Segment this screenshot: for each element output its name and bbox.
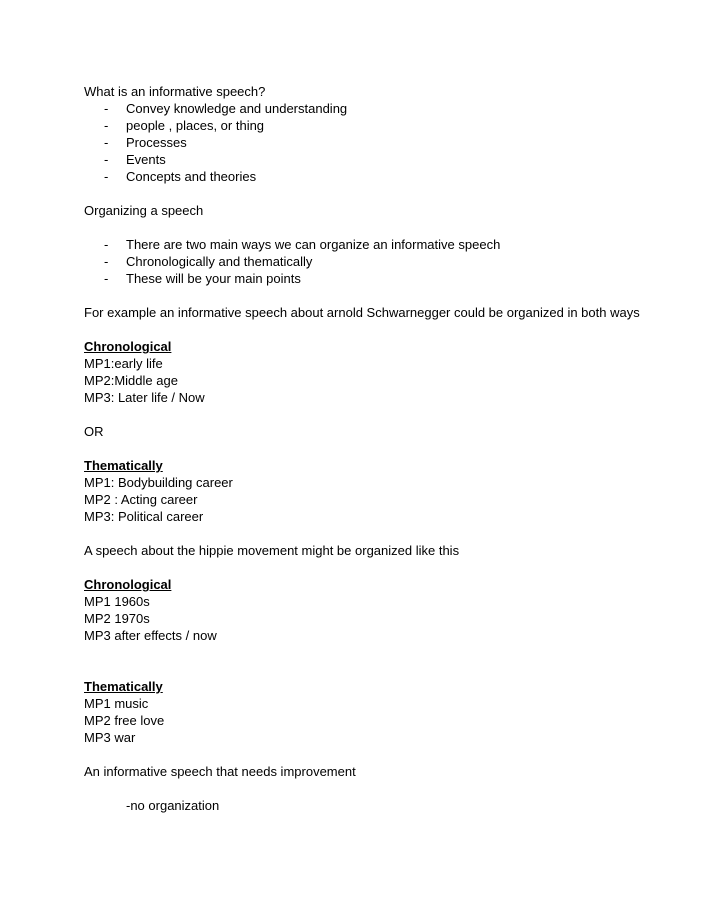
- spacer: [84, 321, 644, 338]
- arnold-chronological-heading: Chronological: [84, 339, 172, 354]
- main-point: MP1:early life: [84, 356, 163, 371]
- bullet-text: Processes: [126, 135, 187, 150]
- main-point: MP1: Bodybuilding career: [84, 475, 233, 490]
- spacer: [84, 406, 644, 423]
- bullet-dash: -: [104, 152, 109, 167]
- improvement-heading: An informative speech that needs improvement: [84, 764, 356, 779]
- bullet-dash: -: [104, 271, 109, 286]
- main-point: MP2 : Acting career: [84, 492, 198, 507]
- bullet-item: [84, 236, 644, 253]
- improvement-note: -no organization: [126, 798, 220, 813]
- spacer: [84, 287, 644, 304]
- bullet-dash: -: [104, 169, 109, 184]
- main-point: MP3: Political career: [84, 509, 204, 524]
- bullet-item: [84, 168, 644, 185]
- bullet-item: [84, 151, 644, 168]
- bullet-text: Concepts and theories: [126, 169, 257, 184]
- bullet-item: [84, 270, 644, 287]
- bullet-dash: -: [104, 118, 109, 133]
- main-point: MP3: Later life / Now: [84, 390, 205, 405]
- main-point: MP1 1960s: [84, 594, 150, 609]
- spacer: [84, 644, 644, 661]
- bullet-item: [84, 117, 644, 134]
- spacer: [84, 525, 644, 542]
- hippie-paragraph: A speech about the hippie movement might be organized like this: [84, 543, 460, 558]
- hippie-thematic-heading: Thematically: [84, 679, 163, 694]
- bullet-dash: -: [104, 101, 109, 116]
- bullet-text: Convey knowledge and understanding: [126, 101, 348, 116]
- bullet-dash: -: [104, 254, 109, 269]
- bullet-text: people , places, or thing: [126, 118, 265, 133]
- main-point: MP2 1970s: [84, 611, 150, 626]
- example-paragraph: For example an informative speech about arnold Schwarnegger could be organized in both ways: [84, 305, 640, 320]
- hippie-chronological-heading: Chronological: [84, 577, 172, 592]
- bullet-dash: -: [104, 237, 109, 252]
- spacer: [84, 219, 644, 236]
- bullet-dash: -: [104, 135, 109, 150]
- question-heading: What is an informative speech?: [84, 84, 266, 99]
- bullet-text: There are two main ways we can organize an informative speech: [126, 237, 501, 252]
- bullet-text: Events: [126, 152, 166, 167]
- organizing-heading: Organizing a speech: [84, 203, 204, 218]
- bullet-item: [84, 100, 644, 117]
- spacer: [84, 185, 644, 202]
- bullet-item: [84, 134, 644, 151]
- bullet-text: Chronologically and thematically: [126, 254, 313, 269]
- document-page: [84, 83, 644, 814]
- organizing-bullet-list: [84, 236, 644, 287]
- main-point: MP2:Middle age: [84, 373, 178, 388]
- main-point: MP3 war: [84, 730, 136, 745]
- spacer: [84, 559, 644, 576]
- spacer: [84, 746, 644, 763]
- bullet-item: [84, 253, 644, 270]
- spacer: [84, 440, 644, 457]
- main-point: MP1 music: [84, 696, 149, 711]
- main-point: MP2 free love: [84, 713, 165, 728]
- main-point: MP3 after effects / now: [84, 628, 217, 643]
- arnold-thematic-heading: Thematically: [84, 458, 163, 473]
- bullet-text: These will be your main points: [126, 271, 301, 286]
- spacer: [84, 661, 644, 678]
- question-bullet-list: [84, 100, 644, 185]
- or-text: OR: [84, 424, 104, 439]
- spacer: [84, 780, 644, 797]
